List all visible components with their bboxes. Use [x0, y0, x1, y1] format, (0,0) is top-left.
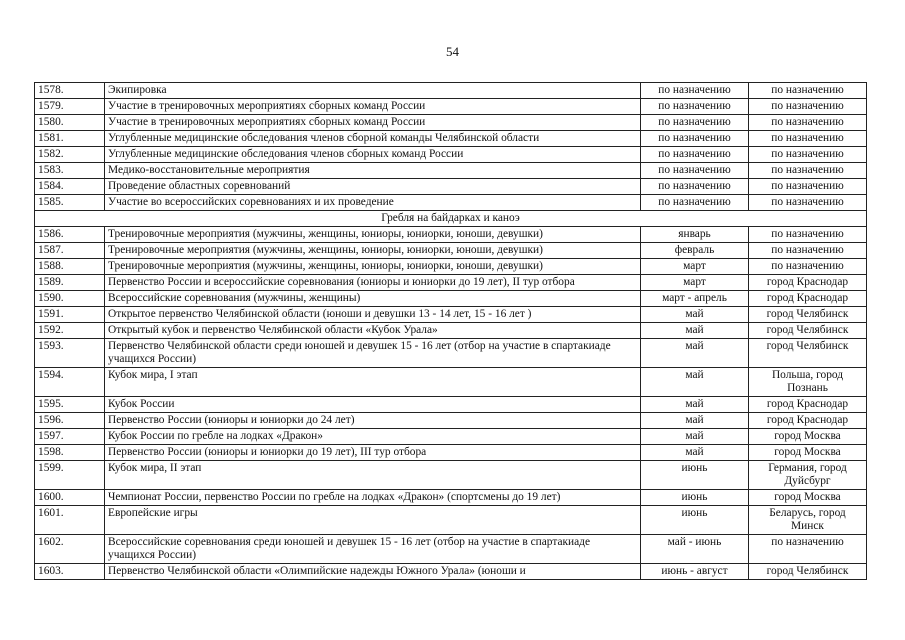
page-number: 54 [446, 44, 459, 59]
event-place: город Краснодар [749, 275, 867, 291]
table-row [35, 291, 867, 307]
event-place: город Челябинск [749, 307, 867, 323]
row-number: 1585. [35, 195, 105, 211]
event-date: по назначению [641, 179, 749, 195]
row-number: 1589. [35, 275, 105, 291]
table-row [35, 83, 867, 99]
event-name: Участие в тренировочных мероприятиях сборных команд России [105, 99, 641, 115]
event-place: город Краснодар [749, 397, 867, 413]
event-name: Открытое первенство Челябинской области (юноши и девушки 13 - 14 лет, 15 - 16 лет ) [105, 307, 641, 323]
event-date: по назначению [641, 131, 749, 147]
event-date: май [641, 339, 749, 368]
table-row [35, 368, 867, 397]
row-number: 1591. [35, 307, 105, 323]
table-row [35, 339, 867, 368]
table-body-top [35, 83, 867, 211]
event-name: Открытый кубок и первенство Челябинской области «Кубок Урала» [105, 323, 641, 339]
table-row [35, 535, 867, 564]
event-name: Европейские игры [105, 506, 641, 535]
event-name: Тренировочные мероприятия (мужчины, женщины, юниоры, юниорки, юноши, девушки) [105, 227, 641, 243]
event-date: июнь [641, 461, 749, 490]
table-row [35, 564, 867, 580]
event-date: январь [641, 227, 749, 243]
event-name: Экипировка [105, 83, 641, 99]
event-name: Тренировочные мероприятия (мужчины, женщины, юниоры, юниорки, юноши, девушки) [105, 259, 641, 275]
event-name: Первенство Челябинской области «Олимпийские надежды Южного Урала» (юноши и [105, 564, 641, 580]
event-date: март [641, 275, 749, 291]
event-date: по назначению [641, 83, 749, 99]
event-name: Участие в тренировочных мероприятиях сборных команд России [105, 115, 641, 131]
event-date: по назначению [641, 147, 749, 163]
event-name: Кубок России [105, 397, 641, 413]
event-place: город Москва [749, 429, 867, 445]
event-place: Беларусь, город Минск [749, 506, 867, 535]
table-row [35, 506, 867, 535]
row-number: 1597. [35, 429, 105, 445]
event-place: город Челябинск [749, 339, 867, 368]
event-date: июнь - август [641, 564, 749, 580]
event-name: Кубок мира, I этап [105, 368, 641, 397]
event-name: Участие во всероссийских соревнованиях и их проведение [105, 195, 641, 211]
table-row [35, 99, 867, 115]
table-row [35, 147, 867, 163]
event-date: июнь [641, 506, 749, 535]
table-row [35, 227, 867, 243]
event-place: по назначению [749, 115, 867, 131]
event-place: город Краснодар [749, 413, 867, 429]
row-number: 1581. [35, 131, 105, 147]
section-title: Гребля на байдарках и каноэ [35, 211, 867, 227]
row-number: 1593. [35, 339, 105, 368]
section-header-body [35, 211, 867, 227]
table-row [35, 461, 867, 490]
table-row [35, 397, 867, 413]
event-place: город Челябинск [749, 323, 867, 339]
row-number: 1603. [35, 564, 105, 580]
events-table [34, 82, 867, 580]
event-date: май [641, 368, 749, 397]
row-number: 1594. [35, 368, 105, 397]
event-name: Углубленные медицинские обследования членов сборных команд России [105, 147, 641, 163]
event-name: Кубок мира, II этап [105, 461, 641, 490]
row-number: 1580. [35, 115, 105, 131]
event-place: город Краснодар [749, 291, 867, 307]
event-place: город Москва [749, 490, 867, 506]
event-name: Первенство России (юниоры и юниорки до 24 лет) [105, 413, 641, 429]
event-name: Тренировочные мероприятия (мужчины, женщины, юниоры, юниорки, юноши, девушки) [105, 243, 641, 259]
table-row [35, 243, 867, 259]
event-date: май - июнь [641, 535, 749, 564]
event-place: город Челябинск [749, 564, 867, 580]
event-name: Медико-восстановительные мероприятия [105, 163, 641, 179]
row-number: 1601. [35, 506, 105, 535]
event-name: Первенство России и всероссийские соревнования (юниоры и юниорки до 19 лет), II тур отбора [105, 275, 641, 291]
event-date: февраль [641, 243, 749, 259]
row-number: 1600. [35, 490, 105, 506]
row-number: 1578. [35, 83, 105, 99]
table-row [35, 275, 867, 291]
event-name: Первенство России (юниоры и юниорки до 19 лет), III тур отбора [105, 445, 641, 461]
event-date: по назначению [641, 99, 749, 115]
event-place: по назначению [749, 179, 867, 195]
event-date: март - апрель [641, 291, 749, 307]
event-name: Чемпионат России, первенство России по гребле на лодках «Дракон» (спортсмены до 19 лет) [105, 490, 641, 506]
row-number: 1598. [35, 445, 105, 461]
table-row [35, 163, 867, 179]
event-name: Кубок России по гребле на лодках «Дракон» [105, 429, 641, 445]
event-place: по назначению [749, 147, 867, 163]
row-number: 1596. [35, 413, 105, 429]
event-date: май [641, 397, 749, 413]
event-date: май [641, 323, 749, 339]
event-date: по назначению [641, 115, 749, 131]
event-date: июнь [641, 490, 749, 506]
row-number: 1583. [35, 163, 105, 179]
event-name: Всероссийские соревнования среди юношей и девушек 15 - 16 лет (отбор на участие в спартакиаде учащихся России) [105, 535, 641, 564]
table-row [35, 429, 867, 445]
row-number: 1588. [35, 259, 105, 275]
row-number: 1584. [35, 179, 105, 195]
table-row [35, 445, 867, 461]
event-place: по назначению [749, 131, 867, 147]
event-name: Углубленные медицинские обследования членов сборной команды Челябинской области [105, 131, 641, 147]
row-number: 1602. [35, 535, 105, 564]
event-date: по назначению [641, 163, 749, 179]
event-date: май [641, 429, 749, 445]
event-place: по назначению [749, 227, 867, 243]
table-row [35, 115, 867, 131]
table-body-bottom [35, 227, 867, 580]
row-number: 1599. [35, 461, 105, 490]
event-place: по назначению [749, 259, 867, 275]
row-number: 1586. [35, 227, 105, 243]
table-row [35, 490, 867, 506]
row-number: 1595. [35, 397, 105, 413]
row-number: 1590. [35, 291, 105, 307]
event-name: Всероссийские соревнования (мужчины, женщины) [105, 291, 641, 307]
event-place: Польша, город Познань [749, 368, 867, 397]
event-date: май [641, 445, 749, 461]
event-date: по назначению [641, 195, 749, 211]
event-place: по назначению [749, 99, 867, 115]
table-row [35, 413, 867, 429]
table-row [35, 259, 867, 275]
event-place: по назначению [749, 195, 867, 211]
row-number: 1579. [35, 99, 105, 115]
event-place: город Москва [749, 445, 867, 461]
event-date: март [641, 259, 749, 275]
event-place: по назначению [749, 535, 867, 564]
event-place: по назначению [749, 83, 867, 99]
section-row [35, 211, 867, 227]
event-place: по назначению [749, 243, 867, 259]
row-number: 1592. [35, 323, 105, 339]
table-row [35, 195, 867, 211]
event-name: Проведение областных соревнований [105, 179, 641, 195]
table-row [35, 131, 867, 147]
row-number: 1582. [35, 147, 105, 163]
event-place: Германия, город Дуйсбург [749, 461, 867, 490]
row-number: 1587. [35, 243, 105, 259]
event-name: Первенство Челябинской области среди юношей и девушек 15 - 16 лет (отбор на участие в спартакиаде учащихся России) [105, 339, 641, 368]
event-date: май [641, 307, 749, 323]
table-row [35, 179, 867, 195]
event-place: по назначению [749, 163, 867, 179]
event-date: май [641, 413, 749, 429]
table-row [35, 323, 867, 339]
table-row [35, 307, 867, 323]
